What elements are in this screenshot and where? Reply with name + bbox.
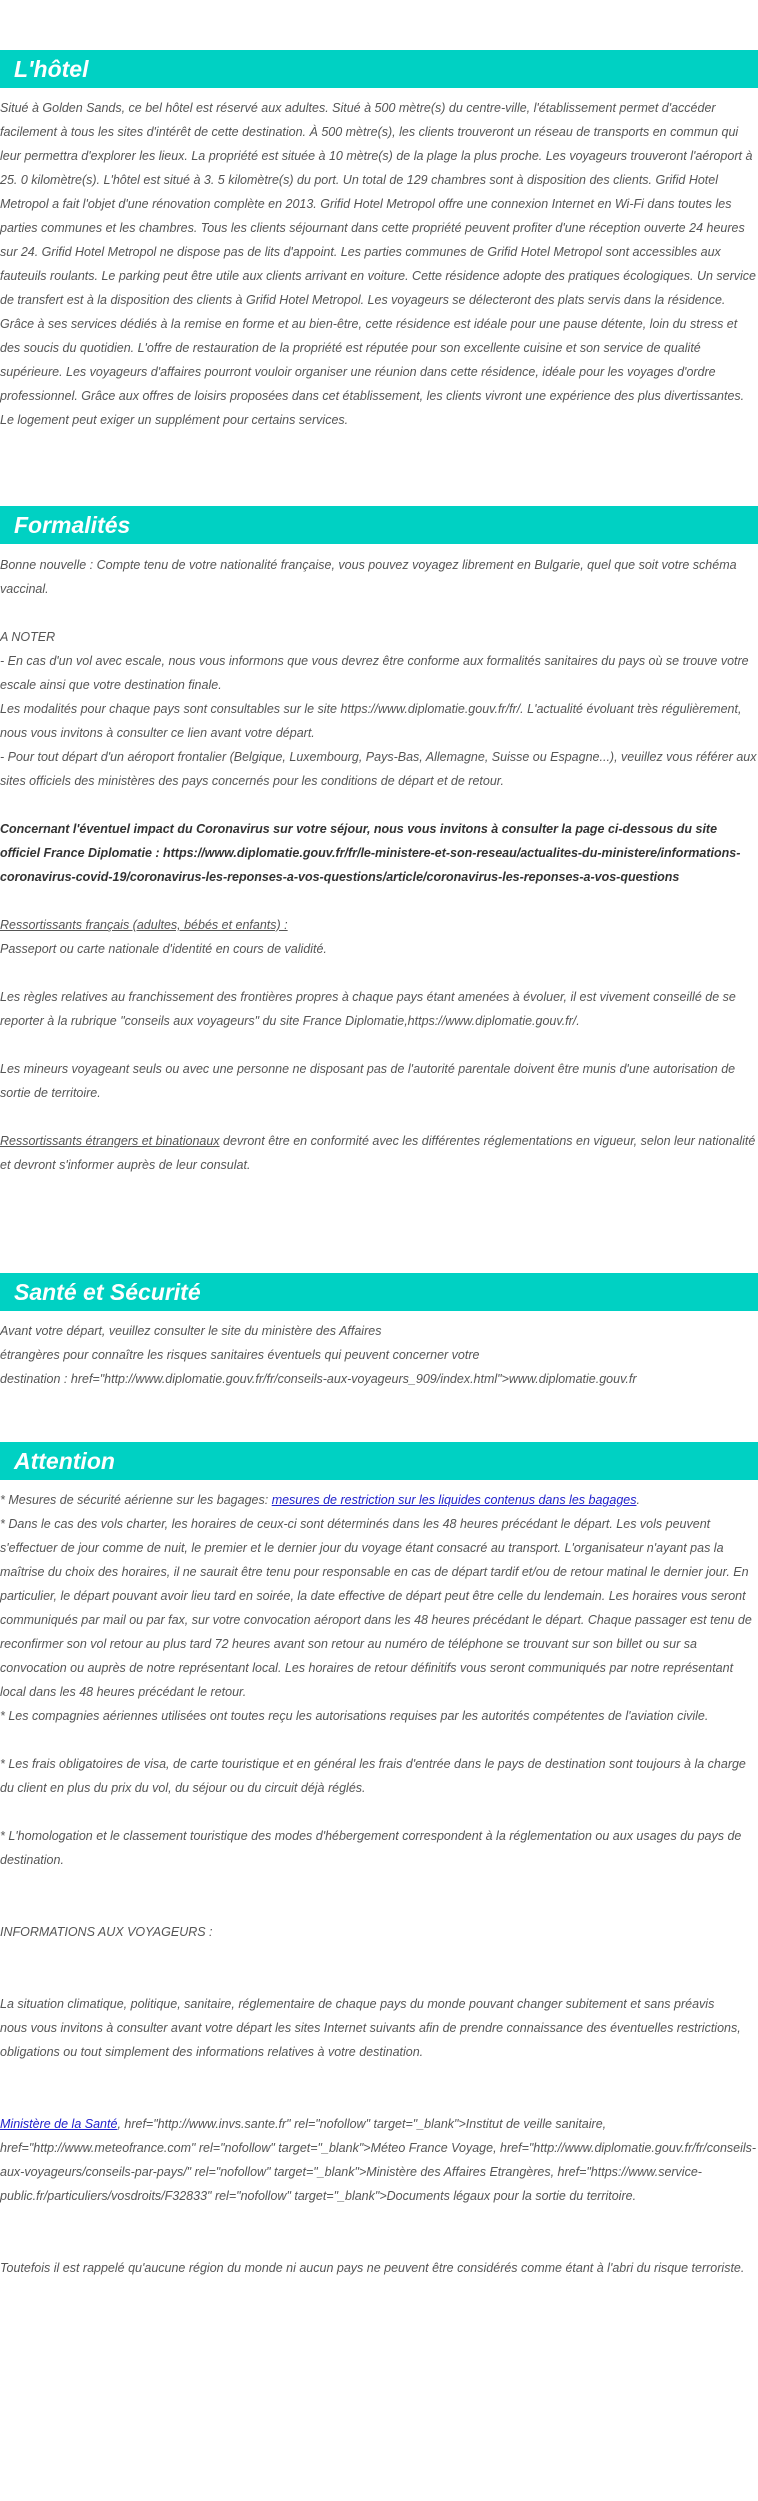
ressortissants-francais-heading: Ressortissants français (adultes, bébés et enfants) : bbox=[0, 918, 288, 932]
terrorisme-notice: Toutefois il est rappelé qu'aucune région du monde ni aucun pays ne peuvent être considérés comme étant à l'abri du risque terroriste. bbox=[0, 2261, 745, 2275]
climat-notice-2: nous vous invitons à consulter avant votre départ les sites Internet suivants afin de prendre connaissance des éventuelles restrictions, obligations ou tout simplement des informations relatives à votre destination. bbox=[0, 2021, 741, 2059]
hotel-section-title: L'hôtel bbox=[0, 50, 758, 88]
a-noter-heading: A NOTER bbox=[0, 630, 56, 644]
note-modalites: Les modalités pour chaque pays sont consultables sur le site https://www.diplomatie.gouv.fr/fr/. L'actualité évoluant très régulièrement, nous vous invitons à consulter ce lien avant votre départ. bbox=[0, 702, 742, 740]
bagages-notice bbox=[0, 1488, 758, 1512]
frais-notice: * Les frais obligatoires de visa, de carte touristique et en général les frais d'entrée dans le pays de destination sont toujours à la charge du client en plus du prix du vol, du séjour ou du circuit déjà réglés. bbox=[0, 1757, 746, 1795]
attention-section-title: Attention bbox=[0, 1442, 758, 1480]
bagages-prefix: * Mesures de sécurité aérienne sur les bagages: bbox=[0, 1493, 272, 1507]
attention-block bbox=[0, 1488, 758, 2280]
ministere-sante-link[interactable]: Ministère de la Santé bbox=[0, 2117, 118, 2131]
hotel-description: Situé à Golden Sands, ce bel hôtel est réservé aux adultes. Situé à 500 mètre(s) du centre-ville, l'établissement permet d'accéder facilement à tous les sites d'intérêt de cette destination. À 500 mètre(s), les clients trouveront un réseau de transports en commun qui leur permettra d'explorer les lieux. La propriété est située à 10 mètre(s) de la plage la plus proche. Les voyageurs trouveront l'aéroport à 25. 0 kilomètre(s). L'hôtel est situé à 3. 5 kilomètre(s) du port. Un total de 129 chambres sont à disposition des clients. Grifid Hotel Metropol a fait l'objet d'une rénovation complète en 2013. Grifid Hotel Metropol offre une connexion Internet en Wi-Fi dans toutes les parties communes et les chambres. Tous les clients séjournant dans cette propriété peuvent profiter d'une réception ouverte 24 heures sur 24. Grifid Hotel Metropol ne dispose pas de lits d'appoint. Les parties communes de Grifid Hotel Metropol sont accessibles aux fauteuils roulants. Le parking peut être utile aux clients arrivant en voiture. Cette résidence adopte des pratiques écologiques. Un service de transfert est à la disposition des clients à Grifid Hotel Metropol. Les voyageurs se délecteront des plats servis dans la résidence. Grâce à ses services dédiés à la remise en forme et au bien-être, cette résidence est idéale pour une pause détente, loin du stress et des soucis du quotidien. L'offre de restauration de la propriété est réputée pour son excellente cuisine et son service de qualité supérieure. Les voyageurs d'affaires pourront vouloir organiser une réunion dans cette résidence, idéale pour les voyages d'ordre professionnel. Grâce aux offres de loisirs proposées dans cet établissement, les clients vivront une expérience des plus divertissantes. Le logement peut exiger un supplément pour certains services. bbox=[0, 101, 756, 427]
formalites-section-title: Formalités bbox=[0, 506, 758, 544]
homologation-notice: * L'homologation et le classement touristique des modes d'hébergement correspondent à la réglementation ou aux usages du pays de destination. bbox=[0, 1829, 742, 1867]
frontieres-notice: Les règles relatives au franchissement des frontières propres à chaque pays étant amenées à évoluer, il est vivement conseillé de se reporter à la rubrique "conseils aux voyageurs" du site France Diplomatie,https://www.diplomatie.gouv.fr/. bbox=[0, 990, 736, 1028]
hotel-description-block bbox=[0, 96, 758, 432]
etrangers-notice bbox=[0, 1129, 758, 1177]
sante-text-1: Avant votre départ, veuillez consulter le site du ministère des Affaires bbox=[0, 1324, 382, 1338]
ministere-links bbox=[0, 2112, 758, 2208]
sante-text-3: destination : href="http://www.diplomatie.gouv.fr/fr/conseils-aux-voyageurs_909/index.html">www.diplomatie.gouv.fr bbox=[0, 1372, 637, 1386]
info-voyageurs-heading: INFORMATIONS AUX VOYAGEURS : bbox=[0, 1925, 213, 1939]
bagages-suffix: . bbox=[636, 1493, 640, 1507]
mineurs-notice: Les mineurs voyageant seuls ou avec une personne ne disposant pas de l'autorité parentale doivent être munis d'une autorisation de sortie de territoire. bbox=[0, 1062, 736, 1100]
sante-block bbox=[0, 1319, 758, 1391]
note-frontalier: - Pour tout départ d'un aéroport frontalier (Belgique, Luxembourg, Pays-Bas, Allemagne, Suisse ou Espagne...), veuillez vous référer aux sites officiels des ministères des pays concernés pour les conditions de départ et de retour. bbox=[0, 750, 757, 788]
formalites-intro: Bonne nouvelle : Compte tenu de votre nationalité française, vous pouvez voyagez librement en Bulgarie, quel que soit votre schéma vaccinal. bbox=[0, 558, 737, 596]
sante-section-title: Santé et Sécurité bbox=[0, 1273, 758, 1311]
note-escale: - En cas d'un vol avec escale, nous vous informons que vous devrez être conforme aux formalités sanitaires du pays où se trouve votre escale ainsi que votre destination finale. bbox=[0, 654, 749, 692]
sante-text-2: étrangères pour connaître les risques sanitaires éventuels qui peuvent concerner votre bbox=[0, 1348, 480, 1362]
bagages-restriction-link[interactable]: mesures de restriction sur les liquides contenus dans les bagages bbox=[271, 1493, 637, 1507]
climat-notice-1: La situation climatique, politique, sanitaire, réglementaire de chaque pays du monde pouvant changer subitement et sans préavis bbox=[0, 1997, 715, 2011]
charters-notice: * Dans le cas des vols charter, les horaires de ceux-ci sont déterminés dans les 48 heures précédant le départ. Les vols peuvent s'effectuer de jour comme de nuit, le premier et le dernier jour du voyage étant consacré au transport. L'organisateur n'ayant pas la maîtrise du choix des horaires, il ne saurait être tenu pour responsable en cas de départ tardif et/ou de retour matinal le dernier jour. En particulier, le départ pouvant avoir lieu tard en soirée, la date effective de départ peut être celle du lendemain. Les horaires vous seront communiqués par mail ou par fax, sur votre convocation aéroport dans les 48 heures précédant le départ. Chaque passager est tenu de reconfirmer son vol retour au plus tard 72 heures avant son retour au numéro de téléphone se trouvant sur son billet ou sur sa convocation ou auprès de notre représentant local. Les horaires de retour définitifs vous seront communiqués par notre représentant local dans les 48 heures précédant le retour. bbox=[0, 1517, 752, 1699]
compagnies-notice: * Les compagnies aériennes utilisées ont toutes reçu les autorisations requises par les autorités compétentes de l'aviation civile. bbox=[0, 1709, 709, 1723]
ministere-links-rest: , href="http://www.invs.sante.fr" rel="nofollow" target="_blank">Institut de veille sanitaire, href="http://www.meteofrance.com" rel="nofollow" target="_blank">Méteo France Voyage, href="http://www.diplomatie.gouv.fr/fr/conseils-aux-voyageurs/conseils-par-pays/" rel="nofollow" target="_blank">Ministère des Affaires Etrangères, href="https://www.service-public.fr/particuliers/vosdroits/F32833" rel="nofollow" target="_blank">Documents légaux pour la sortie du territoire. bbox=[0, 2117, 757, 2203]
ressortissants-francais-docs: Passeport ou carte nationale d'identité en cours de validité. bbox=[0, 942, 327, 956]
etrangers-text: devront être en conformité avec les différentes réglementations en vigueur, selon leur nationalité et devront s'informer auprès de leur consulat. bbox=[0, 1134, 756, 1172]
formalites-block bbox=[0, 553, 758, 1177]
covid-notice: Concernant l'éventuel impact du Coronavirus sur votre séjour, nous vous invitons à consulter la page ci-dessous du site officiel France Diplomatie : https://www.diplomatie.gouv.fr/fr/le-ministere-et-son-reseau/actualites-du-ministere/informations-coronavirus-covid-19/coronavirus-les-reponses-a-vos-questions/article/coronavirus-les-reponses-a-vos-questions bbox=[0, 822, 741, 884]
etrangers-heading: Ressortissants étrangers et binationaux bbox=[0, 1134, 220, 1148]
